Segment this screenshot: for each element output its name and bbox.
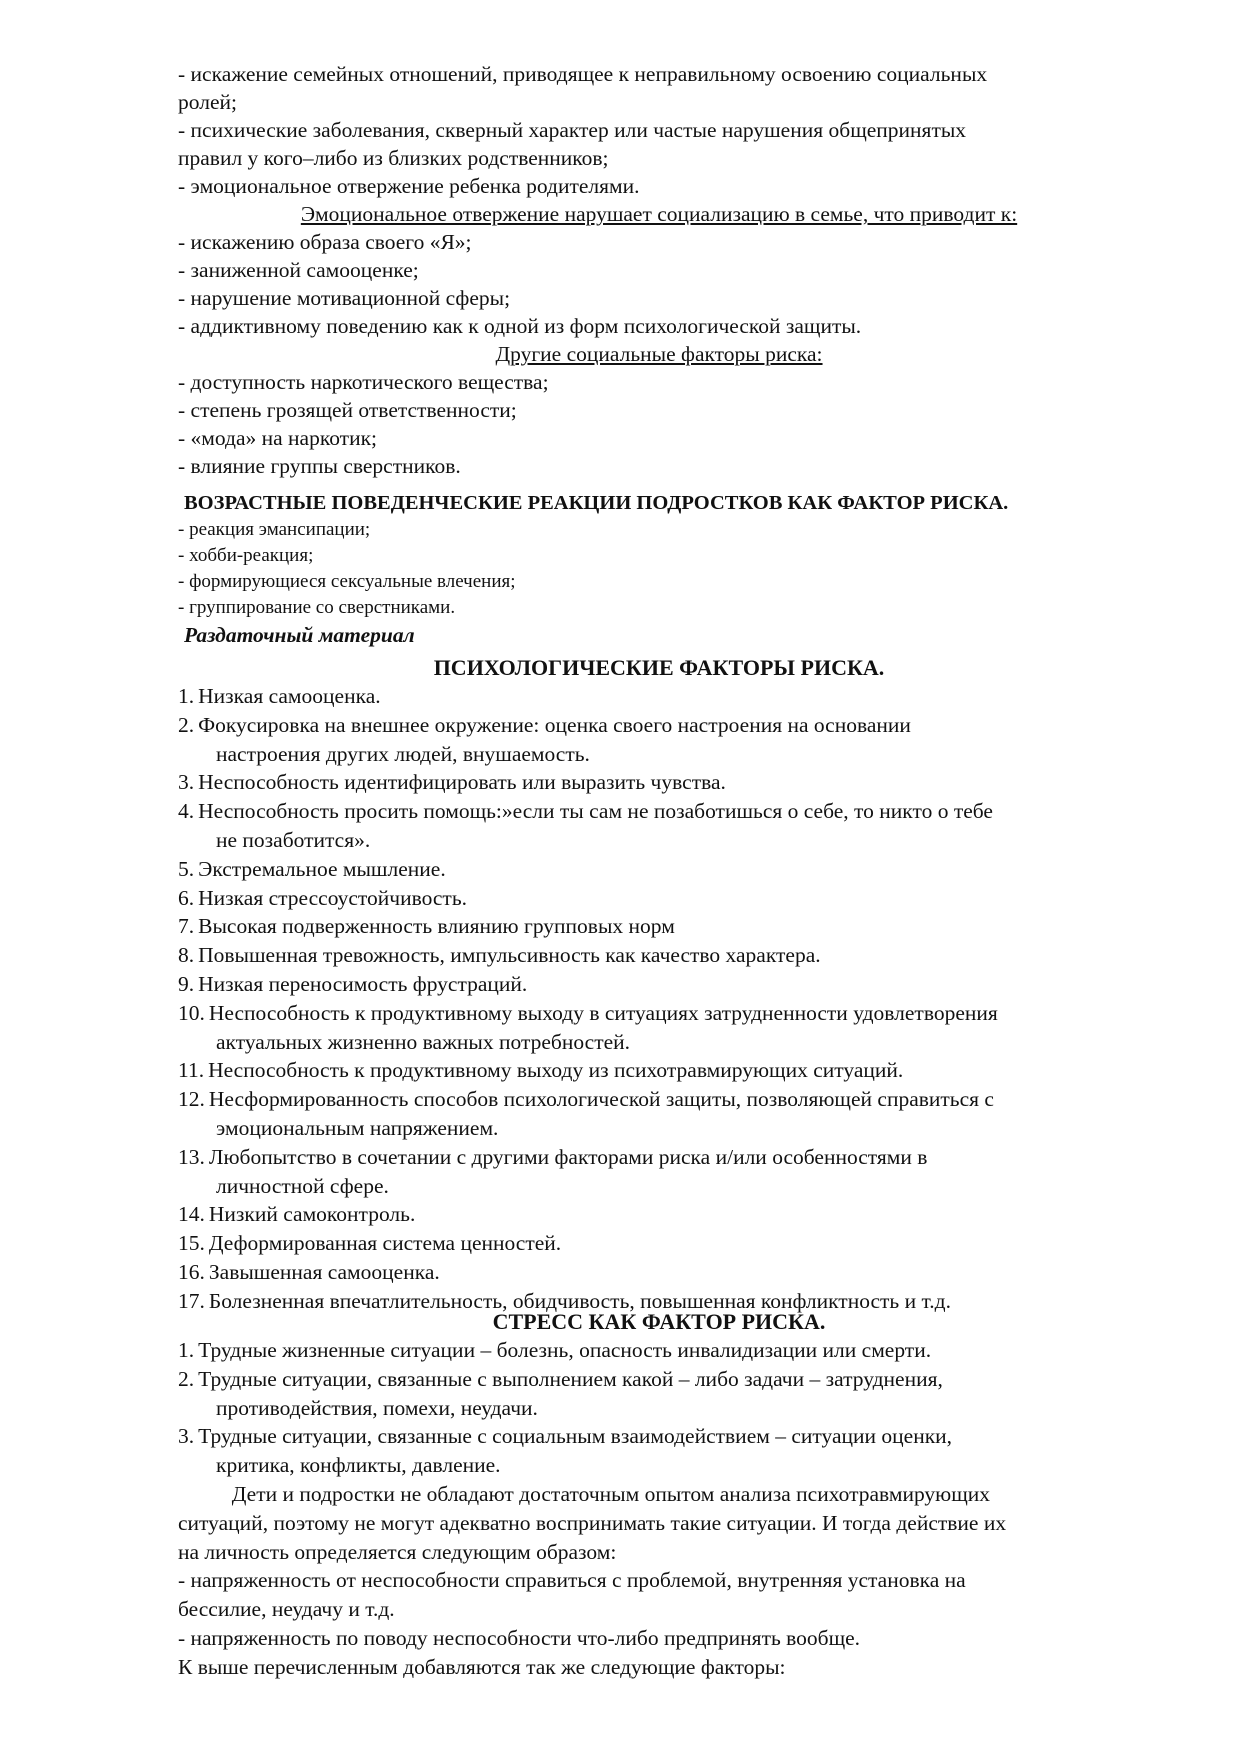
list-item: - эмоциональное отвержение ребенка родителями. <box>178 174 640 198</box>
list-item-continuation: настроения других людей, внушаемость. <box>216 741 590 766</box>
stress-heading: СТРЕСС КАК ФАКТОР РИСКА. <box>492 1309 826 1334</box>
list-item: - искажению образа своего «Я»; <box>178 230 472 254</box>
list-item: 7. Высокая подверженность влиянию групповых норм <box>178 914 675 939</box>
list-item: 4. Неспособность просить помощь:»если ты сам не позаботишься о себе, то никто о тебе <box>178 799 993 824</box>
list-item: - степень грозящей ответственности; <box>178 398 517 422</box>
paragraph: бессилие, неудачу и т.д. <box>178 1597 395 1622</box>
list-item: 9. Низкая переносимость фрустраций. <box>178 971 528 996</box>
list-item: правил у кого–либо из близких родственников; <box>178 146 609 170</box>
paragraph: ситуаций, поэтому не могут адекватно воспринимать такие ситуации. И тогда действие их <box>178 1510 1007 1535</box>
list-item-continuation: эмоциональным напряжением. <box>216 1115 499 1140</box>
list-item-continuation: актуальных жизненно важных потребностей. <box>216 1029 631 1054</box>
age-reactions-section <box>178 489 1140 649</box>
list-item: - группирование со сверстниками. <box>178 597 456 618</box>
paragraph: на личность определяется следующим образом: <box>178 1539 617 1564</box>
list-item-continuation: личностной сфере. <box>216 1173 389 1198</box>
list-item: 10. Неспособность к продуктивному выходу в ситуациях затрудненности удовлетворения <box>178 1000 998 1025</box>
list-item: - хобби-реакция; <box>178 545 314 566</box>
list-item: - реакция эмансипации; <box>178 519 371 540</box>
psych-factors-heading: ПСИХОЛОГИЧЕСКИЕ ФАКТОРЫ РИСКА. <box>433 655 885 680</box>
list-item-continuation: не позаботится». <box>216 827 371 852</box>
paragraph: Дети и подростки не обладают достаточным опытом анализа психотравмирующих <box>178 1481 991 1506</box>
paragraph: - напряженность по поводу неспособности что-либо предпринять вообще. <box>178 1625 861 1650</box>
list-item: 17. Болезненная впечатлительность, обидчивость, повышенная конфликтность и т.д. <box>178 1288 951 1313</box>
list-item: 5. Экстремальное мышление. <box>178 856 446 881</box>
handout-label: Раздаточный материал <box>184 623 415 647</box>
psych-factors-section <box>178 654 1140 1316</box>
list-item: 16. Завышенная самооценка. <box>178 1259 440 1284</box>
list-item: - аддиктивному поведению как к одной из форм психологической защиты. <box>178 314 862 338</box>
list-item: - нарушение мотивационной сферы; <box>178 286 511 310</box>
list-item-continuation: критика, конфликты, давление. <box>216 1453 501 1478</box>
list-item: 13. Любопытство в сочетании с другими факторами риска и/или особенностями в <box>178 1144 928 1169</box>
social-factors-heading: Другие социальные факторы риска: <box>495 342 823 366</box>
list-item: 12. Несформированность способов психологической защиты, позволяющей справиться с <box>178 1087 994 1112</box>
list-item: - психические заболевания, скверный характер или частые нарушения общепринятых <box>178 118 967 142</box>
list-item: - доступность наркотического вещества; <box>178 370 549 394</box>
list-item: 11. Неспособность к продуктивному выходу из психотравмирующих ситуаций. <box>178 1058 904 1083</box>
rejection-heading: Эмоциональное отвержение нарушает социализацию в семье, что приводит к: <box>300 202 1018 226</box>
list-item: 2. Трудные ситуации, связанные с выполнением какой – либо задачи – затруднения, <box>178 1366 943 1391</box>
paragraph: К выше перечисленным добавляются так же следующие факторы: <box>178 1654 786 1679</box>
paragraph: - напряженность от неспособности справиться с проблемой, внутренняя установка на <box>178 1568 966 1593</box>
list-item-continuation: противодействия, помехи, неудачи. <box>216 1395 538 1420</box>
list-item: 2. Фокусировка на внешнее окружение: оценка своего настроения на основании <box>178 712 911 737</box>
list-item: - влияние группы сверстников. <box>178 454 461 478</box>
list-item: ролей; <box>178 90 237 114</box>
list-item: 6. Низкая стрессоустойчивость. <box>178 885 468 910</box>
age-reactions-heading: ВОЗРАСТНЫЕ ПОВЕДЕНЧЕСКИЕ РЕАКЦИИ ПОДРОСТКОВ КАК ФАКТОР РИСКА. <box>184 492 1009 514</box>
list-item: 1. Трудные жизненные ситуации – болезнь, опасность инвалидизации или смерти. <box>178 1338 932 1362</box>
list-item: 3. Неспособность идентифицировать или выразить чувства. <box>178 770 726 795</box>
list-item: 14. Низкий самоконтроль. <box>178 1202 416 1227</box>
family-factors-list <box>178 60 1140 480</box>
list-item: 15. Деформированная система ценностей. <box>178 1231 562 1256</box>
list-item: - формирующиеся сексуальные влечения; <box>178 571 516 592</box>
list-item: - заниженной самооценке; <box>178 258 419 282</box>
list-item: - «мода» на наркотик; <box>178 426 377 450</box>
list-item: 8. Повышенная тревожность, импульсивность как качество характера. <box>178 943 821 968</box>
list-item: - искажение семейных отношений, приводящее к неправильному освоению социальных <box>178 62 988 86</box>
list-item: 1. Низкая самооценка. <box>178 684 381 708</box>
list-item: 3. Трудные ситуации, связанные с социальным взаимодействием – ситуации оценки, <box>178 1424 953 1449</box>
stress-section <box>178 1308 1140 1682</box>
